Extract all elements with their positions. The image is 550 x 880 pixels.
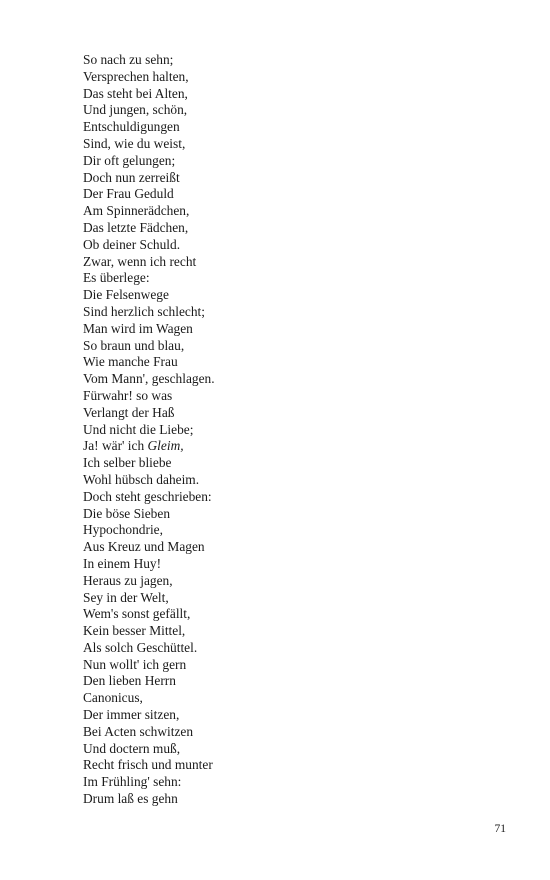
poem-line: Der Frau Geduld [83, 186, 174, 202]
poem-line: Sind, wie du weist, [83, 135, 186, 151]
poem-line: So nach zu sehn; [83, 52, 174, 67]
poem-line: Sind herzlich schlecht; [83, 303, 205, 319]
poem-line: Doch nun zerreißt [83, 169, 180, 185]
poem-line: Als solch Geschüttel. [83, 639, 198, 655]
poem-line: Wie manche Frau [83, 354, 178, 370]
page-number: 71 [494, 823, 506, 835]
poem-line: Am Spinnerädchen, [83, 203, 190, 219]
poem-line: Es überlege: [83, 270, 150, 286]
poem-line: Hypochondrie, [83, 522, 163, 538]
poem-italic-name: Gleim, [147, 438, 184, 454]
poem-line: Und jungen, schön, [83, 102, 188, 118]
poem-line: Canonicus, [83, 690, 143, 706]
poem-line: Der immer sitzen, [83, 707, 180, 723]
poem-line: Heraus zu jagen, [83, 572, 173, 588]
poem-line: Ob deiner Schuld. [83, 236, 181, 252]
poem-line: Das letzte Fädchen, [83, 219, 189, 235]
poem-line: Drum laß es gehn [83, 791, 178, 807]
poem-line: Entschuldigungen [83, 119, 180, 135]
poem-line: So braun und blau, [83, 337, 185, 353]
poem-line-text: Ja! wär' ich [83, 438, 148, 454]
poem-line: Dir oft gelungen; [83, 152, 176, 168]
poem-line: Kein besser Mittel, [83, 623, 186, 639]
poem-line: Man wird im Wagen [83, 320, 193, 336]
poem-line: Bei Acten schwitzen [83, 723, 194, 739]
poem-line: Das steht bei Alten, [83, 85, 188, 101]
poem-line: Wem's sonst gefällt, [83, 606, 191, 622]
poem-line: Nun wollt' ich gern [83, 656, 187, 672]
poem-line: Versprechen halten, [83, 68, 189, 84]
poem-line: Und nicht die Liebe; [83, 421, 194, 437]
poem-line: Ich selber bliebe [83, 455, 172, 471]
poem-line: In einem Huy! [83, 555, 162, 571]
poem-line: Recht frisch und munter [83, 757, 213, 773]
poem-line-with-name [83, 438, 483, 455]
poem-line: Sey in der Welt, [83, 589, 169, 605]
poem-line: Doch steht geschrieben: [83, 488, 212, 504]
poem-line: Im Frühling' sehn: [83, 774, 182, 790]
poem-line: Verlangt der Haß [83, 404, 175, 420]
poem-line: Und doctern muß, [83, 740, 181, 756]
poem-line: Vom Mann', geschlagen. [83, 371, 215, 387]
poem-text-block [83, 52, 483, 808]
poem-line: Aus Kreuz und Magen [83, 539, 205, 555]
poem-line: Die Felsenwege [83, 287, 169, 303]
poem-line: Die böse Sieben [83, 505, 171, 521]
poem-line: Wohl hübsch daheim. [83, 471, 200, 487]
poem-line: Den lieben Herrn [83, 673, 176, 689]
poem-line: Fürwahr! so was [83, 387, 173, 403]
poem-line: Zwar, wenn ich recht [83, 253, 197, 269]
